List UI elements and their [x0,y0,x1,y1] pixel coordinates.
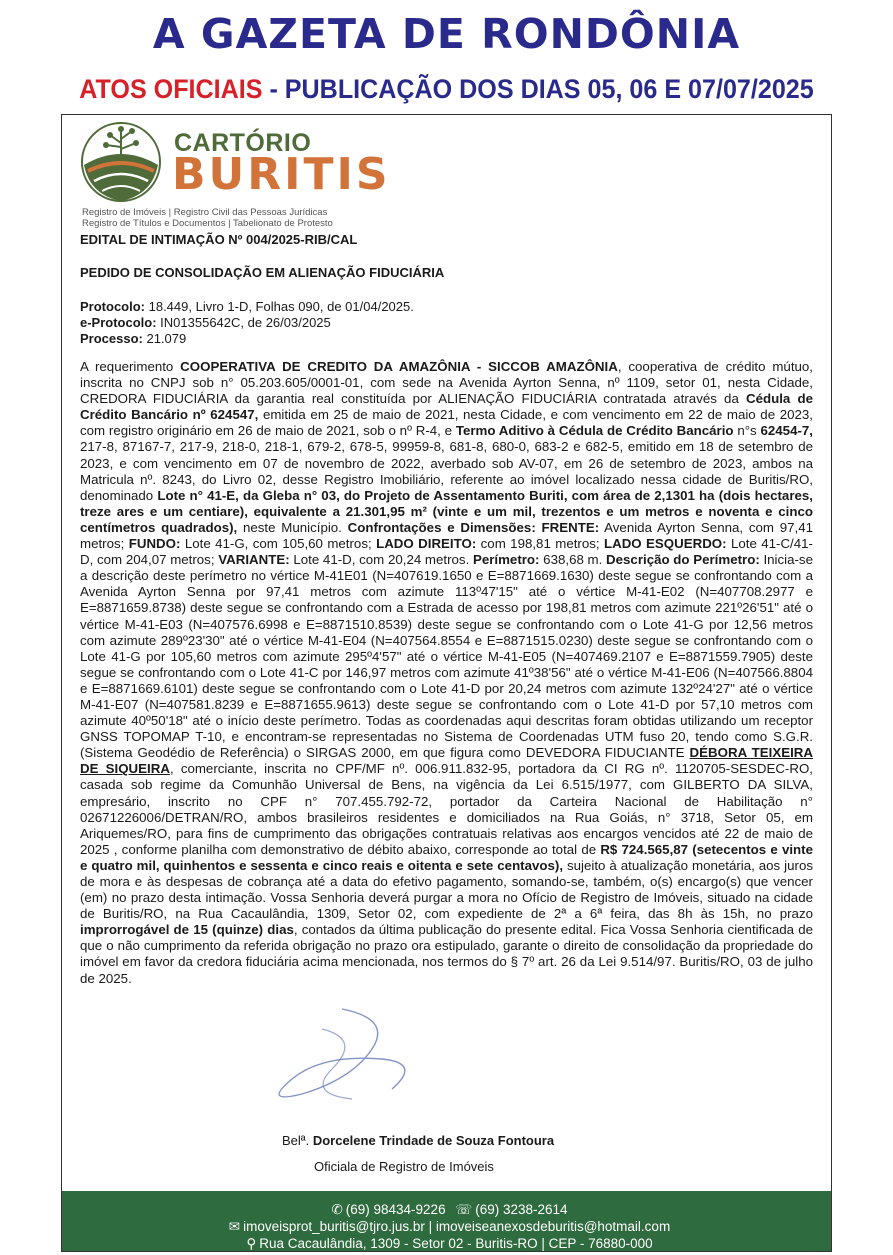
footer-phones [62,1201,831,1218]
handwritten-signature [92,999,452,1119]
logo-cartorio-text: CARTÓRIO [174,129,312,157]
edital-document [61,114,832,1252]
body-text-segment: Inicia-se a descrição deste perímetro no vértice M-41E01 (N=407619.1650 e E=8871669.1630) deste segue se confrontando com a Avenida Ayrton Senna por 97,41 metros com azimute 113º47'15" até o vértice M-41-E02 (N=407708.2977 e E=8871659.8738) deste segue se confrontando com a Estrada de acesso por 198,81 metros com azimute 221º26'51" até o vértice M-41-E03 (N=407576.6998 e E=8871510.8539) deste segue se confrontando com o Lote 41-G por 12,56 metros com azimute 289º23'30" até o vértice M-41-E04 (N=407564.8554 e E=8871515.0230) deste segue se confrontando com o Lote 41-G por 105,60 metros com azimute 295º4'57" até o vértice M-41-E05 (N=407469.2107 e E=8871559.7905) deste segue se confrontando com o Lote 41-C por 146,97 metros com azimute 41º38'56" até o vértice M-41-E06 (N=407566.8804 e E=8871669.6101) deste segue se confrontando com o Lote 41-D por 20,24 metros com azimute 132º24'27" até o vértice M-41-E07 (N=407581.8239 e E=8871655.9613) deste segue se confrontando com o Lote 41-D por 57,10 metros com azimute 40º50'18" até o início deste perímetro. Todas as coordenadas aqui descritas foram obtidas utilizando um receptor GNSS TOPOMAP T-10, e encontram-se representadas no Sistema de Coordenadas UTM fuso 20, tendo como S.G.R. (Sistema Geodédio de Referência) o SIRGAS 2000, em que figura como DEVEDORA FIDUCIANTE [80,552,813,761]
leaf-globe-logo-icon [80,121,162,203]
eprotocolo-line [80,315,414,331]
eprotocolo-value: IN01355642C, de 26/03/2025 [156,315,331,330]
footer-address-row [62,1235,831,1252]
location-pin-icon: ⚲ [246,1236,257,1251]
contact-footer [62,1191,831,1251]
body-bold-segment: Cédula de Crédito Bancário nº 624547, [80,391,814,423]
body-bold-segment: Confrontações e Dimensões: FRENTE: [347,519,600,535]
body-bold-segment: improrrogável de 15 (quinze) dias [80,922,294,938]
signatory-name [282,1133,554,1148]
body-bold-segment: LADO DIREITO: [376,536,477,552]
logo-buritis-text: BURITIS [172,149,391,200]
footer-address: Rua Cacaulândia, 1309 - Setor 02 - Buritis-RO | CEP - 76880-000 [259,1236,653,1251]
footer-emails: imoveisprot_buritis@tjro.jus.br | imoveiseanexosdeburitis@hotmail.com [243,1219,671,1234]
body-bold-segment: LADO ESQUERDO: [603,536,727,552]
edital-title: EDITAL DE INTIMAÇÃO Nº 004/2025-RIB/CAL [80,232,358,247]
signatory-role: Oficiala de Registro de Imóveis [314,1159,494,1174]
body-text-segment: com 198,81 metros; [476,536,604,552]
signatory-prefix: Belª. [282,1133,313,1148]
edital-body-text [80,359,813,987]
body-text-segment: Lote 41-G, com 105,60 metros; [180,536,377,552]
processo-line [80,331,414,347]
body-text-segment: Lote 41-D, com 20,24 metros. [289,552,473,568]
newspaper-title: A GAZETA DE RONDÔNIA [152,10,741,58]
processo-label: Processo: [80,331,143,346]
whatsapp-icon: ✆ [331,1202,343,1217]
debtor-name: DÉBORA TEIXEIRA DE SIQUEIRA [80,745,813,777]
subtitle-atos-oficiais: ATOS OFICIAIS [79,74,263,104]
body-text-segment: , comerciante, inscrita no CPF/MF nº. 006.911.832-95, portadora da CI RG nº. 1120705-SESDEC-RO, casada sob regime da Comunhão Universal de Bens, na vigência da Lei 6.515/1977, com GILBERTO DA SILVA, empresário, inscrito no CPF n° 707.455.792-72, portador da Carteira Nacional de Habilitação n° 02671226006/DETRAN/RO, ambos brasileiros residentes e domiciliados na Rua Goiás, n° 3718, Setor 05, em Ariquemes/RO, para fins de cumprimento das obrigações contratuais relativas aos encargos vencidos até 22 de maio de 2025 , conforme planilha com demonstrativo de débito abaixo, corresponde ao total de [80,761,813,857]
footer-emails-row [62,1218,831,1235]
email-icon: ✉ [228,1219,241,1234]
subtitle-publication-dates: - PUBLICAÇÃO DOS DIAS 05, 06 E 07/07/2025 [262,74,814,104]
body-bold-segment: VARIANTE: [218,552,290,568]
protocol-block [80,299,414,347]
phone-icon: ☏ [455,1202,473,1217]
body-bold-segment: FUNDO: [128,536,181,552]
body-bold-segment: R$ 724.565,87 (setecentos e vinte e quatro mil, quinhentos e sessenta e cinco reais e oitenta e sete centavos), [80,841,813,873]
body-text-segment: emitida em 25 de maio de 2021, nesta Cidade, e com vencimento em 22 de maio de 2023, com registro originário em 26 de maio de 2021, sob o nº R-4, e [80,407,813,439]
body-bold-segment: Lote n° 41-E, da Gleba n° 03, do Projeto de Assentamento Buriti, com área de 2,1301 ha (dois hectares, treze ares e um centiare), equivalente a 21.301,95 m² (vinte e um mil, trezentos e um metros e noventa e cinco centímetros quadrados), [80,487,813,535]
pedido-title: PEDIDO DE CONSOLIDAÇÃO EM ALIENAÇÃO FIDUCIÁRIA [80,265,445,280]
logo-services-line-2: Registro de Títulos e Documentos | Tabelionato de Protesto [82,218,333,229]
logo-services-line-1: Registro de Imóveis | Registro Civil das Pessoas Jurídicas [82,207,328,218]
body-text-segment: , cooperativa de crédito mútuo, inscrita no CNPJ sob n° 05.203.605/0001-01, com sede na Avenida Ayrton Senna, nº 1109, setor 01, nesta Cidade, CREDORA FIDUCIÁRIA da garantia real constituída por ALIENAÇÃO FIDUCIÁRIA contratada através da [80,359,813,407]
protocolo-label: Protocolo: [80,299,145,314]
body-text-segment: n°s [733,423,761,439]
cartorio-logo [80,121,410,229]
protocolo-line [80,299,414,315]
eprotocolo-label: e-Protocolo: [80,315,157,330]
body-bold-segment: Descrição do Perímetro: [606,552,760,568]
footer-phone: (69) 3238-2614 [475,1202,568,1217]
protocolo-value: 18.449, Livro 1-D, Folhas 090, de 01/04/2025. [145,299,414,314]
newspaper-subtitle [31,70,861,108]
body-bold-segment: COOPERATIVA DE CREDITO DA AMAZÔNIA - SICCOB AMAZÔNIA [180,359,618,374]
footer-whatsapp: (69) 98434-9226 [345,1202,446,1217]
body-text-segment: sujeito à atualização monetária, aos juros de mora e às despesas de cobrança até a data do efetivo pagamento, somando-se, também, o(s) encargo(s) que vencer (em) no prazo desta intimação. Vossa Senhoria deverá purgar a mora no Ofício de Registro de Imóveis, situado na cidade de Buritis/RO, na Rua Cacaulândia, 1309, Setor 02, com expediente de 2ª a 6ª feira, das 8h às 15h, no prazo [80,857,813,922]
body-text-segment: 638,68 m. [539,552,607,568]
body-text-segment: Lote 41-C/41-D, com 204,07 metros; [80,536,813,568]
body-text-segment: 217-8, 87167-7, 217-9, 218-0, 218-1, 679-2, 678-5, 99959-8, 681-8, 680-0, 683-2 e 682-5, emitido em 18 de setembro de 2023, e com vencimento em 07 de novembro de 2022, averbado sob AV-07, em 26 de setembro de 2023, ambos na Matricula nº. 8243, do Livro 02, desse Registro Imobiliário, referente ao imóvel localizado nessa cidade de Buritis/RO, denominado [80,439,813,503]
body-bold-segment: Perímetro: [472,552,540,568]
processo-value: 21.079 [142,331,187,346]
body-text-segment: A requerimento [80,359,181,374]
body-bold-segment: Termo Aditivo à Cédula de Crédito Bancário [455,423,734,439]
body-text-segment: Avenida Ayrton Senna, com 97,41 metros; [80,519,813,552]
body-bold-segment: 62454-7, [760,423,813,439]
body-text-segment: neste Município. [237,519,348,535]
body-text-segment: , contados da última publicação do presente edital. Fica Vossa Senhoria cientificada de que o não cumprimento da referida obrigação no prazo ora estipulado, garante o direito de consolidação da propriedade do imóvel em favor da credora fiduciária acima mencionada, nos termos do § 7º art. 26 da Lei 9.514/97. Buritis/RO, 03 de julho de 2025. [80,922,814,986]
signatory-full-name: Dorcelene Trindade de Souza Fontoura [312,1133,555,1148]
